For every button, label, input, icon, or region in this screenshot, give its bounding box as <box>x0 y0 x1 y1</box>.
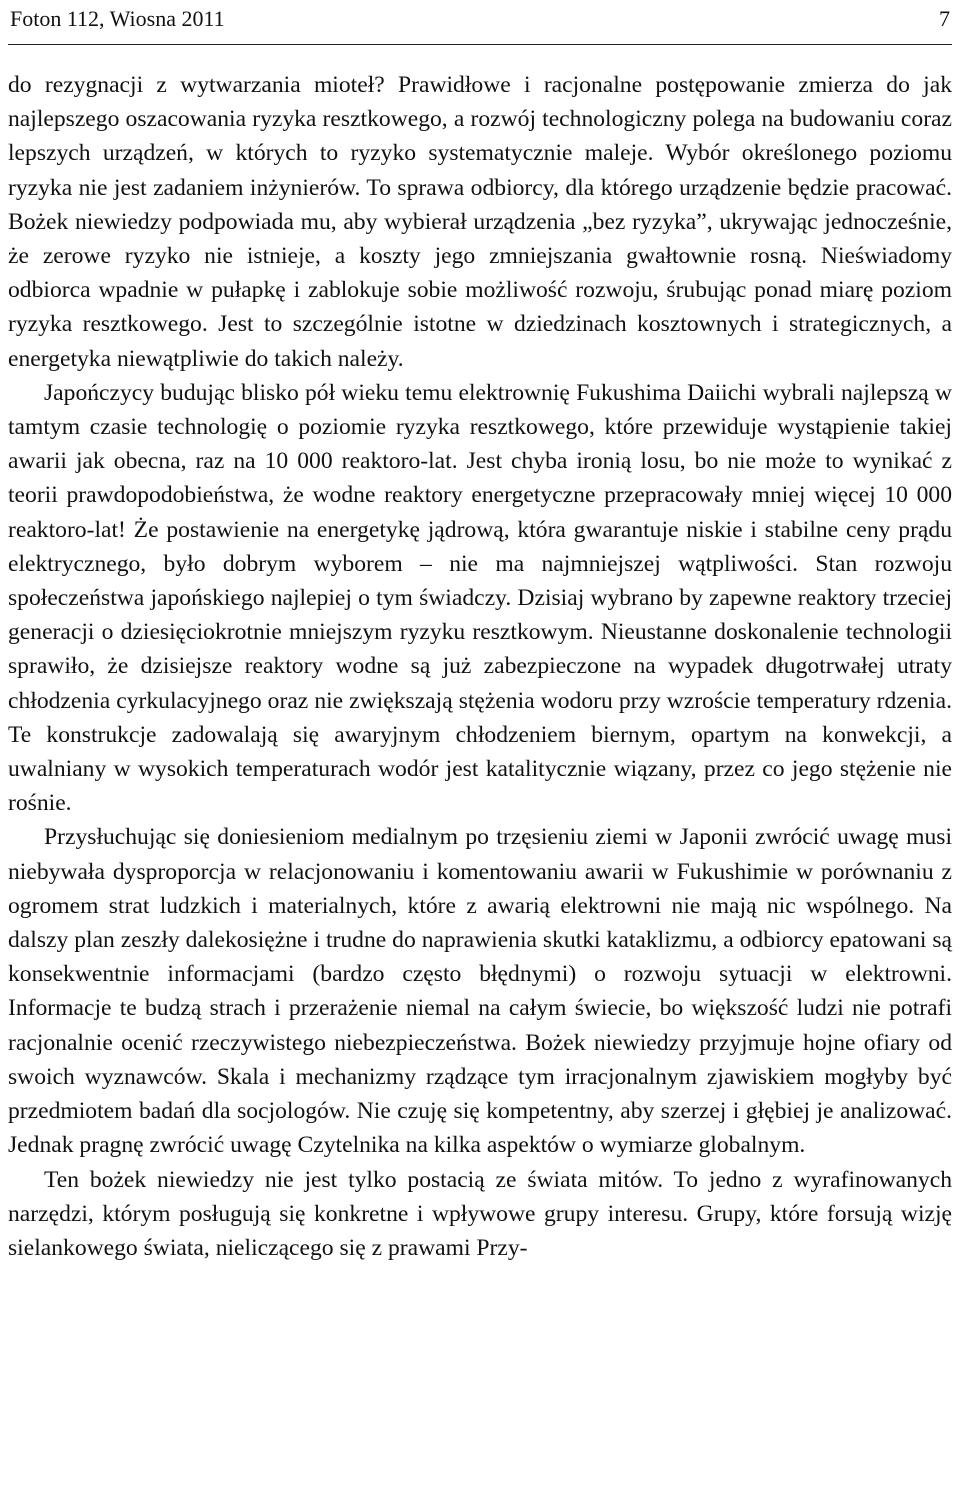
paragraph-media: Przysłuchując się doniesieniom medialnym po trzęsieniu ziemi w Japonii zwrócić uwagę musi niebywała dysproporcja w relacjonowaniu i komentowaniu awarii w Fukushimie w porównaniu z ogromem strat ludzkich i materialnych, które z awarią elektrowni nie mają nic wspólnego. Na dalszy plan zeszły dalekosiężne i trudne do naprawienia skutki kataklizmu, a odbiorcy epatowani są konsekwentnie informacjami (bardzo często błędnymi) o rozwoju sytuacji w elektrowni. Informacje te budzą strach i przerażenie niemal na całym świecie, bo większość ludzi nie potrafi racjonalnie ocenić rzeczywistego niebezpieczeństwa. Bożek niewiedzy przyjmuje hojne ofiary od swoich wyznawców. Skala i mechanizmy rządzące tym irracjonalnym zjawiskiem mogłyby być przedmiotem badań dla socjologów. Nie czuję się kompetentny, aby szerzej i głębiej je analizować. Jednak pragnę zwrócić uwagę Czytelnika na kilka aspektów o wymiarze globalnym. <box>8 824 952 1159</box>
paragraph-continuation: do rezygnacji z wytwarzania mioteł? Prawidłowe i racjonalne postępowanie zmierza do jak najlepszego oszacowania ryzyka resztkowego, a rozwój technologiczny polega na budowaniu coraz lepszych urządzeń, w których to ryzyko systematycznie maleje. Wybór określonego poziomu ryzyka nie jest zadaniem inżynierów. To sprawa odbiorcy, dla którego urządzenie będzie pracować. Bożek niewiedzy podpowiada mu, aby wybierał urządzenia „bez ryzyka”, ukrywając jednocześnie, że zerowe ryzyko nie istnieje, a koszty jego zmniejszania gwałtownie rosną. Nieświadomy odbiorca wpadnie w pułapkę i zablokuje sobie możliwość rozwoju, śrubując ponad miarę poziom ryzyka resztkowego. Jest to szczególnie istotne w dziedzinach kosztownych i strategicznych, a energetyka niewątpliwie do takich należy. <box>8 72 952 372</box>
paragraph-idol: Ten bożek niewiedzy nie jest tylko postacią ze świata mitów. To jedno z wyrafinowanych narzędzi, którym posługują się konkretne i wpływowe grupy interesu. Grupy, które forsują wizję sielankowego świata, nieliczącego się z prawami Przy- <box>8 1166 952 1261</box>
paragraph-fukushima: Japończycy budując blisko pół wieku temu elektrownię Fukushima Daiichi wybrali najlepszą w tamtym czasie technologię o poziomie ryzyka resztkowego, które przewiduje wystąpienie takiej awarii jak obecna, raz na 10 000 reaktoro-lat. Jest chyba ironią losu, bo nie może to wynikać z teorii prawdopodobieństwa, że wodne reaktory energetyczne przepracowały mniej więcej 10 000 reaktoro-lat! Że postawienie na energetykę jądrową, która gwarantuje niskie i stabilne ceny prądu elektrycznego, było dobrym wyborem – nie ma najmniejszej wątpliwości. Stan rozwoju społeczeństwa japońskiego najlepiej o tym świadczy. Dzisiaj wybrano by zapewne reaktory trzeciej generacji o dziesięciokrotnie mniejszym ryzyku resztkowym. Nieustanne doskonalenie technologii sprawiło, że dzisiejsze reaktory wodne są już zabezpieczone na wypadek długotrwałej utraty chłodzenia cyrkulacyjnego oraz nie zwiększają stężenia wodoru przy wzroście temperatury rdzenia. Te konstrukcje zadowalają się awaryjnym chłodzeniem biernym, opartym na konwekcji, a uwalniany w wysokich temperaturach wodór jest katalitycznie wiązany, przez co jego stężenie nie rośnie. <box>8 379 952 817</box>
running-header <box>8 0 952 45</box>
article-body <box>8 68 952 1265</box>
journal-title: Foton 112, Wiosna 2011 <box>10 6 225 31</box>
page-number: 7 <box>939 6 950 31</box>
